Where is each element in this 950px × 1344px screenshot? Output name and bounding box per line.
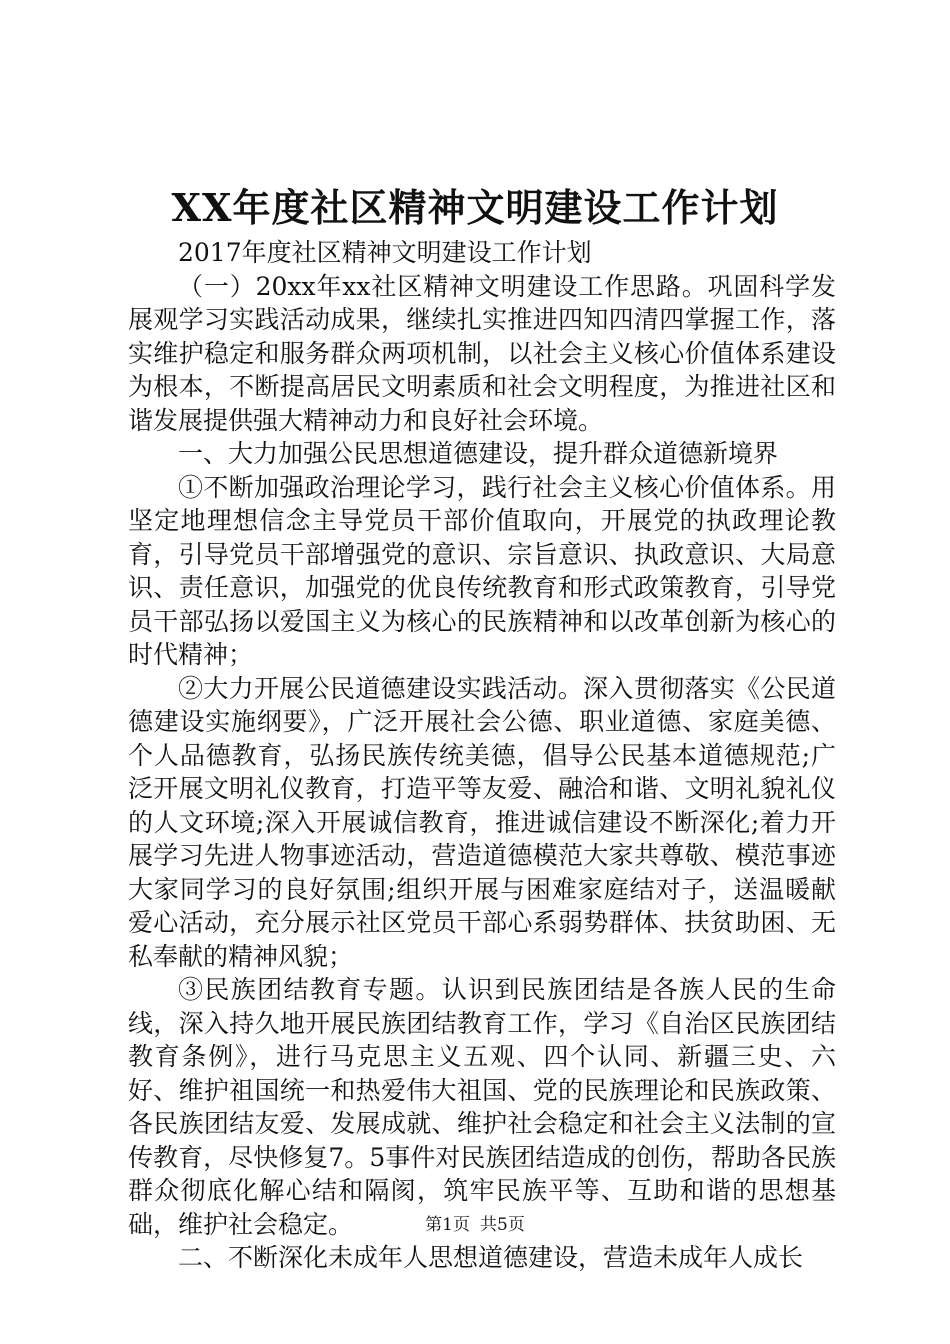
page-total: 共5页: [480, 1215, 525, 1235]
document-body: [128, 236, 836, 1275]
paragraph-item-3: ③民族团结教育专题。认识到民族团结是各族人民的生命线，深入持久地开展民族团结教育工作，学习《自治区民族团结教育条例》，进行马克思主义五观、四个认同、新疆三史、六好、维护祖国统一和热爱伟大祖国、党的民族理论和民族政策、各民族团结友爱、发展成就、维护社会稳定和社会主义法制的宣传教育，尽快修复7。5事件对民族团结造成的创伤，帮助各民族群众彻底化解心结和隔阂，筑牢民族平等、互助和谐的思想基础，维护社会稳定。: [128, 975, 836, 1239]
page-number: 第1页: [425, 1215, 470, 1235]
page-footer: [0, 1213, 950, 1237]
section-heading-1: 一、大力加强公民思想道德建设，提升群众道德新境界: [178, 439, 779, 468]
paragraph-item-2: ②大力开展公民道德建设实践活动。深入贯彻落实《公民道德建设实施纲要》，广泛开展社会公德、职业道德、家庭美德、个人品德教育，弘扬民族传统美德，倡导公民基本道德规范;广泛开展文明礼仪教育，打造平等友爱、融洽和谐、文明礼貌礼仪的人文环境;深入开展诚信教育，推进诚信建设不断深化;着力开展学习先进人物事迹活动，营造道德模范大家共尊敬、模范事迹大家同学习的良好氛围;组织开展与困难家庭结对子，送温暖献爱心活动，充分展示社区党员干部心系弱势群体、扶贫助困、无私奉献的精神风貌；: [128, 673, 836, 971]
paragraph-work-idea: （一）20xx年xx社区精神文明建设工作思路。巩固科学发展观学习实践活动成果，继续扎实推进四知四清四掌握工作，落实维护稳定和服务群众两项机制，以社会主义核心价值体系建设为根本，不断提高居民文明素质和社会文明程度，为推进社区和谐发展提供强大精神动力和良好社会环境。: [128, 271, 836, 435]
paragraph-subtitle: 2017年度社区精神文明建设工作计划: [178, 238, 592, 267]
paragraph-item-1: ①不断加强政治理论学习，践行社会主义核心价值体系。用坚定地理想信念主导党员干部价值取向，开展党的执政理论教育，引导党员干部增强党的意识、宗旨意识、执政意识、大局意识、责任意识，加强党的优良传统教育和形式政策教育，引导党员干部弘扬以爱国主义为核心的民族精神和以改革创新为核心的时代精神；: [128, 472, 836, 669]
document-title: XX年度社区精神文明建设工作计划: [171, 185, 779, 230]
section-heading-2: 二、不断深化未成年人思想道德建设，营造未成年人成长: [178, 1243, 804, 1272]
